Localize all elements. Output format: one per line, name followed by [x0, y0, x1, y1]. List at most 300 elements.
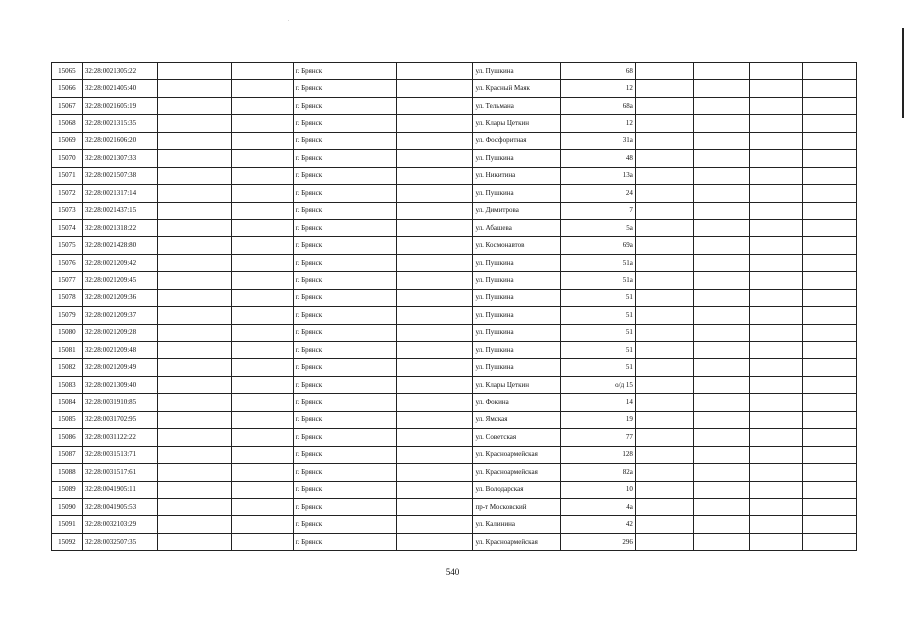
house-number: 10 — [560, 481, 635, 498]
empty-cell — [694, 80, 750, 97]
registry-rows — [52, 63, 857, 551]
empty-cell — [803, 516, 857, 533]
house-number: 5а — [560, 219, 635, 236]
empty-cell — [803, 342, 857, 359]
empty-cell — [157, 342, 231, 359]
empty-cell — [157, 150, 231, 167]
cadastral-number: 32:28:0031122:22 — [82, 429, 157, 446]
street-name: ул. Пушкина — [473, 324, 560, 341]
empty-cell — [750, 376, 803, 393]
empty-cell — [750, 150, 803, 167]
record-number: 15087 — [52, 446, 83, 463]
empty-cell — [803, 254, 857, 271]
empty-cell — [397, 429, 473, 446]
empty-cell — [157, 324, 231, 341]
empty-cell — [694, 237, 750, 254]
street-name: ул. Пушкина — [473, 359, 560, 376]
empty-cell — [803, 132, 857, 149]
empty-cell — [803, 411, 857, 428]
house-number: 296 — [560, 533, 635, 550]
empty-cell — [231, 394, 293, 411]
empty-cell — [694, 150, 750, 167]
table-row — [52, 272, 857, 289]
registry-table — [51, 62, 857, 551]
record-number: 15082 — [52, 359, 83, 376]
empty-cell — [750, 167, 803, 184]
empty-cell — [694, 324, 750, 341]
empty-cell — [397, 411, 473, 428]
empty-cell — [635, 481, 694, 498]
table-row — [52, 63, 857, 80]
house-number: 77 — [560, 429, 635, 446]
empty-cell — [231, 324, 293, 341]
empty-cell — [397, 167, 473, 184]
empty-cell — [635, 63, 694, 80]
cadastral-number: 32:28:0031910:85 — [82, 394, 157, 411]
house-number: 51 — [560, 289, 635, 306]
empty-cell — [803, 202, 857, 219]
record-number: 15077 — [52, 272, 83, 289]
city-name: г. Брянск — [293, 324, 397, 341]
empty-cell — [750, 464, 803, 481]
house-number: о/д 15 — [560, 376, 635, 393]
empty-cell — [750, 185, 803, 202]
empty-cell — [157, 516, 231, 533]
empty-cell — [231, 150, 293, 167]
empty-cell — [231, 498, 293, 515]
table-row — [52, 342, 857, 359]
empty-cell — [397, 132, 473, 149]
empty-cell — [750, 237, 803, 254]
empty-cell — [397, 185, 473, 202]
house-number: 51 — [560, 324, 635, 341]
empty-cell — [803, 185, 857, 202]
city-name: г. Брянск — [293, 97, 397, 114]
empty-cell — [803, 237, 857, 254]
empty-cell — [750, 446, 803, 463]
empty-cell — [231, 167, 293, 184]
city-name: г. Брянск — [293, 289, 397, 306]
empty-cell — [803, 376, 857, 393]
city-name: г. Брянск — [293, 481, 397, 498]
empty-cell — [397, 533, 473, 550]
empty-cell — [635, 202, 694, 219]
empty-cell — [803, 359, 857, 376]
city-name: г. Брянск — [293, 185, 397, 202]
house-number: 48 — [560, 150, 635, 167]
city-name: г. Брянск — [293, 359, 397, 376]
record-number: 15075 — [52, 237, 83, 254]
street-name: ул. Абашева — [473, 219, 560, 236]
table-row — [52, 394, 857, 411]
empty-cell — [750, 516, 803, 533]
table-row — [52, 150, 857, 167]
city-name: г. Брянск — [293, 237, 397, 254]
cadastral-number: 32:28:0032507:35 — [82, 533, 157, 550]
empty-cell — [750, 132, 803, 149]
empty-cell — [750, 324, 803, 341]
empty-cell — [397, 481, 473, 498]
empty-cell — [157, 132, 231, 149]
cadastral-number: 32:28:0021209:45 — [82, 272, 157, 289]
empty-cell — [157, 219, 231, 236]
city-name: г. Брянск — [293, 342, 397, 359]
street-name: ул. Пушкина — [473, 254, 560, 271]
table-row — [52, 185, 857, 202]
empty-cell — [397, 97, 473, 114]
street-name: ул. Фокина — [473, 394, 560, 411]
empty-cell — [231, 132, 293, 149]
empty-cell — [750, 254, 803, 271]
city-name: г. Брянск — [293, 446, 397, 463]
empty-cell — [750, 115, 803, 132]
empty-cell — [397, 254, 473, 271]
empty-cell — [803, 167, 857, 184]
cadastral-number: 32:28:0021309:40 — [82, 376, 157, 393]
empty-cell — [397, 498, 473, 515]
record-number: 15090 — [52, 498, 83, 515]
empty-cell — [397, 289, 473, 306]
empty-cell — [231, 289, 293, 306]
empty-cell — [803, 150, 857, 167]
record-number: 15081 — [52, 342, 83, 359]
empty-cell — [803, 533, 857, 550]
empty-cell — [694, 359, 750, 376]
record-number: 15076 — [52, 254, 83, 271]
city-name: г. Брянск — [293, 516, 397, 533]
empty-cell — [231, 516, 293, 533]
street-name: ул. Пушкина — [473, 289, 560, 306]
cadastral-number: 32:28:0021605:19 — [82, 97, 157, 114]
house-number: 51 — [560, 359, 635, 376]
empty-cell — [635, 411, 694, 428]
empty-cell — [750, 411, 803, 428]
cadastral-number: 32:28:0021507:38 — [82, 167, 157, 184]
empty-cell — [803, 219, 857, 236]
scan-edge-mark — [902, 28, 904, 118]
empty-cell — [157, 115, 231, 132]
empty-cell — [231, 464, 293, 481]
street-name: ул. Тельмана — [473, 97, 560, 114]
empty-cell — [694, 167, 750, 184]
cadastral-number: 32:28:0021209:37 — [82, 307, 157, 324]
empty-cell — [231, 219, 293, 236]
house-number: 42 — [560, 516, 635, 533]
empty-cell — [803, 80, 857, 97]
empty-cell — [231, 411, 293, 428]
empty-cell — [635, 80, 694, 97]
street-name: ул. Володарская — [473, 481, 560, 498]
cadastral-number: 32:28:0021428:80 — [82, 237, 157, 254]
record-number: 15085 — [52, 411, 83, 428]
empty-cell — [750, 481, 803, 498]
empty-cell — [231, 254, 293, 271]
cadastral-number: 32:28:0021606:20 — [82, 132, 157, 149]
empty-cell — [397, 80, 473, 97]
empty-cell — [157, 464, 231, 481]
record-number: 15091 — [52, 516, 83, 533]
house-number: 12 — [560, 80, 635, 97]
record-number: 15086 — [52, 429, 83, 446]
empty-cell — [231, 115, 293, 132]
house-number: 14 — [560, 394, 635, 411]
record-number: 15073 — [52, 202, 83, 219]
empty-cell — [157, 237, 231, 254]
empty-cell — [231, 342, 293, 359]
empty-cell — [157, 481, 231, 498]
cadastral-number: 32:28:0021209:36 — [82, 289, 157, 306]
empty-cell — [803, 289, 857, 306]
cadastral-number: 32:28:0021318:22 — [82, 219, 157, 236]
house-number: 12 — [560, 115, 635, 132]
empty-cell — [157, 80, 231, 97]
cadastral-number: 32:28:0021209:42 — [82, 254, 157, 271]
empty-cell — [750, 342, 803, 359]
empty-cell — [694, 342, 750, 359]
empty-cell — [803, 272, 857, 289]
city-name: г. Брянск — [293, 219, 397, 236]
city-name: г. Брянск — [293, 150, 397, 167]
empty-cell — [231, 80, 293, 97]
empty-cell — [157, 307, 231, 324]
record-number: 15065 — [52, 63, 83, 80]
empty-cell — [157, 254, 231, 271]
street-name: ул. Космонавтов — [473, 237, 560, 254]
empty-cell — [694, 429, 750, 446]
street-name: ул. Красный Маяк — [473, 80, 560, 97]
house-number: 51а — [560, 272, 635, 289]
empty-cell — [635, 359, 694, 376]
empty-cell — [694, 289, 750, 306]
city-name: г. Брянск — [293, 533, 397, 550]
house-number: 82а — [560, 464, 635, 481]
cadastral-number: 32:28:0041905:53 — [82, 498, 157, 515]
empty-cell — [635, 394, 694, 411]
empty-cell — [635, 516, 694, 533]
street-name: ул. Пушкина — [473, 185, 560, 202]
record-number: 15071 — [52, 167, 83, 184]
empty-cell — [635, 185, 694, 202]
empty-cell — [231, 63, 293, 80]
cadastral-number: 32:28:0041905:11 — [82, 481, 157, 498]
record-number: 15068 — [52, 115, 83, 132]
empty-cell — [694, 97, 750, 114]
empty-cell — [803, 464, 857, 481]
empty-cell — [157, 63, 231, 80]
empty-cell — [750, 498, 803, 515]
empty-cell — [231, 481, 293, 498]
empty-cell — [157, 97, 231, 114]
house-number: 19 — [560, 411, 635, 428]
street-name: ул. Никитина — [473, 167, 560, 184]
city-name: г. Брянск — [293, 411, 397, 428]
empty-cell — [803, 429, 857, 446]
city-name: г. Брянск — [293, 115, 397, 132]
cadastral-number: 32:28:0032103:29 — [82, 516, 157, 533]
table-row — [52, 324, 857, 341]
empty-cell — [635, 132, 694, 149]
house-number: 24 — [560, 185, 635, 202]
city-name: г. Брянск — [293, 167, 397, 184]
empty-cell — [397, 376, 473, 393]
empty-cell — [157, 411, 231, 428]
empty-cell — [694, 132, 750, 149]
empty-cell — [694, 516, 750, 533]
empty-cell — [694, 115, 750, 132]
city-name: г. Брянск — [293, 376, 397, 393]
house-number: 13а — [560, 167, 635, 184]
empty-cell — [397, 324, 473, 341]
empty-cell — [635, 237, 694, 254]
empty-cell — [803, 307, 857, 324]
street-name: ул. Красноармейская — [473, 464, 560, 481]
empty-cell — [231, 97, 293, 114]
record-number: 15092 — [52, 533, 83, 550]
table-row — [52, 411, 857, 428]
empty-cell — [635, 533, 694, 550]
empty-cell — [231, 446, 293, 463]
table-row — [52, 219, 857, 236]
empty-cell — [635, 289, 694, 306]
empty-cell — [157, 202, 231, 219]
empty-cell — [803, 324, 857, 341]
cadastral-number: 32:28:0021209:49 — [82, 359, 157, 376]
empty-cell — [750, 394, 803, 411]
empty-cell — [157, 446, 231, 463]
cadastral-number: 32:28:0021209:48 — [82, 342, 157, 359]
empty-cell — [635, 307, 694, 324]
empty-cell — [635, 115, 694, 132]
empty-cell — [750, 289, 803, 306]
empty-cell — [397, 516, 473, 533]
house-number: 128 — [560, 446, 635, 463]
street-name: ул. Калинина — [473, 516, 560, 533]
empty-cell — [803, 446, 857, 463]
cadastral-number: 32:28:0021307:33 — [82, 150, 157, 167]
empty-cell — [157, 498, 231, 515]
record-number: 15067 — [52, 97, 83, 114]
empty-cell — [635, 150, 694, 167]
table-row — [52, 202, 857, 219]
record-number: 15088 — [52, 464, 83, 481]
empty-cell — [694, 254, 750, 271]
empty-cell — [157, 359, 231, 376]
empty-cell — [635, 342, 694, 359]
page-number: 540 — [445, 567, 460, 577]
empty-cell — [635, 219, 694, 236]
house-number: 69а — [560, 237, 635, 254]
empty-cell — [397, 115, 473, 132]
record-number: 15080 — [52, 324, 83, 341]
scan-speck — [288, 20, 289, 21]
empty-cell — [694, 307, 750, 324]
city-name: г. Брянск — [293, 132, 397, 149]
table-row — [52, 80, 857, 97]
empty-cell — [694, 219, 750, 236]
house-number: 7 — [560, 202, 635, 219]
empty-cell — [750, 63, 803, 80]
empty-cell — [397, 359, 473, 376]
city-name: г. Брянск — [293, 429, 397, 446]
table-row — [52, 516, 857, 533]
empty-cell — [635, 272, 694, 289]
table-row — [52, 115, 857, 132]
street-name: ул. Пушкина — [473, 307, 560, 324]
city-name: г. Брянск — [293, 63, 397, 80]
street-name: ул. Советская — [473, 429, 560, 446]
empty-cell — [694, 394, 750, 411]
table-row — [52, 289, 857, 306]
empty-cell — [750, 97, 803, 114]
city-name: г. Брянск — [293, 80, 397, 97]
street-name: ул. Красноармейская — [473, 533, 560, 550]
empty-cell — [397, 63, 473, 80]
record-number: 15074 — [52, 219, 83, 236]
record-number: 15078 — [52, 289, 83, 306]
cadastral-number: 32:28:0031513:71 — [82, 446, 157, 463]
cadastral-number: 32:28:0021317:14 — [82, 185, 157, 202]
table-row — [52, 498, 857, 515]
empty-cell — [694, 533, 750, 550]
empty-cell — [750, 429, 803, 446]
city-name: г. Брянск — [293, 254, 397, 271]
city-name: г. Брянск — [293, 498, 397, 515]
empty-cell — [803, 394, 857, 411]
empty-cell — [231, 272, 293, 289]
city-name: г. Брянск — [293, 272, 397, 289]
table-row — [52, 464, 857, 481]
empty-cell — [397, 394, 473, 411]
street-name: ул. Клары Цеткин — [473, 376, 560, 393]
cadastral-number: 32:28:0021437:15 — [82, 202, 157, 219]
empty-cell — [803, 115, 857, 132]
empty-cell — [157, 533, 231, 550]
empty-cell — [231, 307, 293, 324]
empty-cell — [803, 97, 857, 114]
empty-cell — [750, 80, 803, 97]
city-name: г. Брянск — [293, 202, 397, 219]
empty-cell — [157, 376, 231, 393]
record-number: 15072 — [52, 185, 83, 202]
empty-cell — [635, 498, 694, 515]
empty-cell — [231, 237, 293, 254]
street-name: ул. Клары Цеткин — [473, 115, 560, 132]
empty-cell — [397, 307, 473, 324]
empty-cell — [231, 533, 293, 550]
empty-cell — [694, 272, 750, 289]
empty-cell — [694, 185, 750, 202]
city-name: г. Брянск — [293, 307, 397, 324]
empty-cell — [397, 342, 473, 359]
table-row — [52, 307, 857, 324]
table-row — [52, 533, 857, 550]
empty-cell — [750, 307, 803, 324]
empty-cell — [397, 464, 473, 481]
empty-cell — [694, 481, 750, 498]
record-number: 15070 — [52, 150, 83, 167]
empty-cell — [694, 411, 750, 428]
street-name: ул. Пушкина — [473, 63, 560, 80]
cadastral-number: 32:28:0031517:61 — [82, 464, 157, 481]
table-row — [52, 359, 857, 376]
empty-cell — [635, 324, 694, 341]
empty-cell — [635, 464, 694, 481]
empty-cell — [635, 446, 694, 463]
empty-cell — [803, 63, 857, 80]
empty-cell — [635, 97, 694, 114]
record-number: 15084 — [52, 394, 83, 411]
street-name: пр-т Московский — [473, 498, 560, 515]
